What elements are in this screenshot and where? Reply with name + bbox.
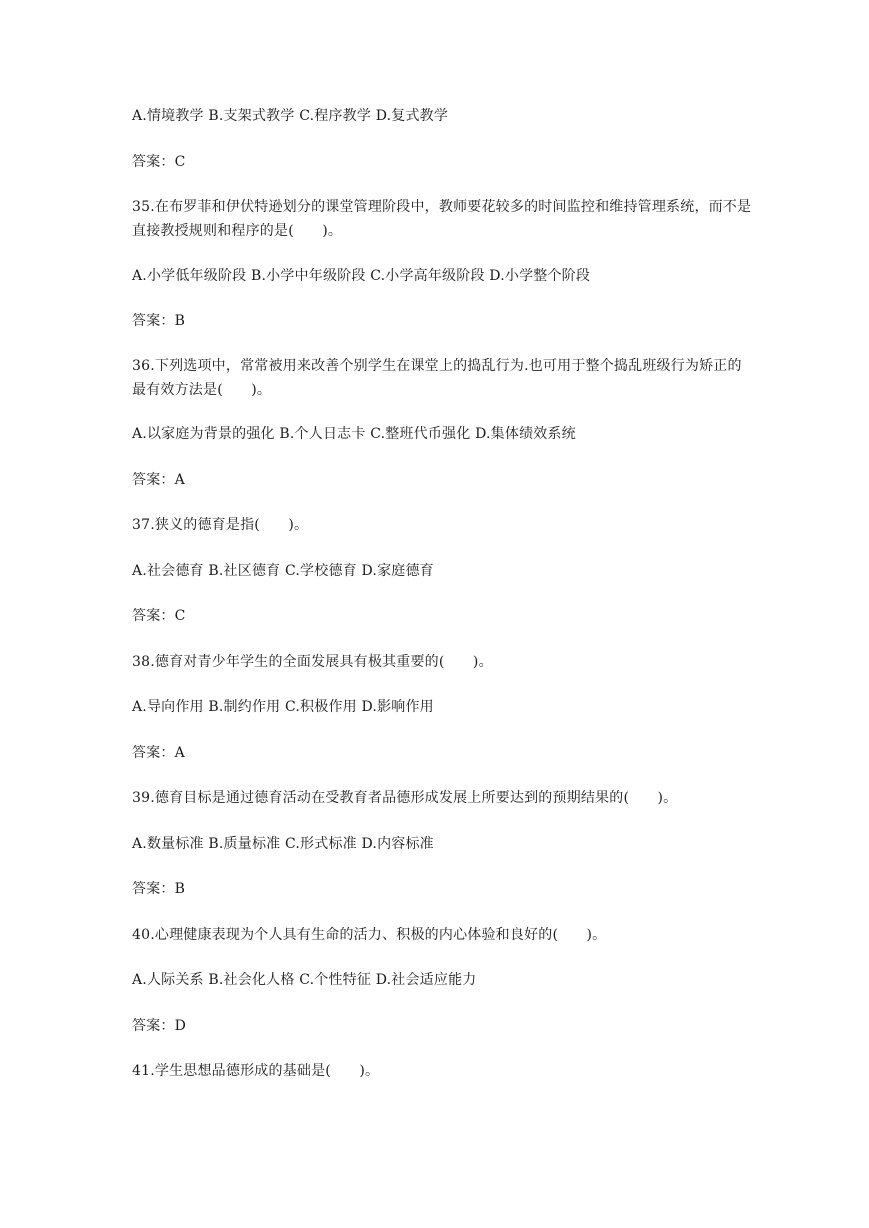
q40-answer: 答案：D	[132, 1018, 187, 1034]
q35-options: A.小学低年级阶段 B.小学中年级阶段 C.小学高年级阶段 D.小学整个阶段	[132, 268, 591, 284]
q39-question: 39.德育目标是通过德育活动在受教育者品德形成发展上所要达到的预期结果的( )。	[132, 790, 678, 806]
q39-answer: 答案：B	[132, 881, 186, 897]
q35-answer: 答案：B	[132, 313, 186, 329]
q34-options: A.情境教学 B.支架式教学 C.程序教学 D.复式教学	[132, 108, 449, 124]
q41-question: 41.学生思想品德形成的基础是( )。	[132, 1063, 380, 1079]
q37-answer: 答案：C	[132, 608, 186, 624]
q35-question: 35.在布罗菲和伊伏特逊划分的课堂管理阶段中，教师要花较多的时间监控和维持管理系统，而不是直接教授规则和程序的是( )。	[132, 199, 752, 239]
q37-options: A.社会德育 B.社区德育 C.学校德育 D.家庭德育	[132, 563, 434, 579]
q36-answer: 答案：A	[132, 472, 185, 488]
q38-question: 38.德育对青少年学生的全面发展具有极其重要的( )。	[132, 654, 493, 670]
q38-answer: 答案：A	[132, 745, 185, 761]
q40-question: 40.心理健康表现为个人具有生命的活力、积极的内心体验和良好的( )。	[132, 927, 607, 943]
q39-options: A.数量标准 B.质量标准 C.形式标准 D.内容标准	[132, 836, 434, 852]
q34-answer: 答案：C	[132, 154, 186, 170]
q38-options: A.导向作用 B.制约作用 C.积极作用 D.影响作用	[132, 699, 434, 715]
q36-options: A.以家庭为背景的强化 B.个人日志卡 C.整班代币强化 D.集体绩效系统	[132, 426, 576, 442]
q37-question: 37.狭义的德育是指( )。	[132, 517, 309, 533]
q40-options: A.人际关系 B.社会化人格 C.个性特征 D.社会适应能力	[132, 972, 477, 988]
q36-question: 36.下列选项中，常常被用来改善个别学生在课堂上的捣乱行为.也可用于整个捣乱班级行为矫正的最有效方法是( )。	[132, 358, 742, 398]
